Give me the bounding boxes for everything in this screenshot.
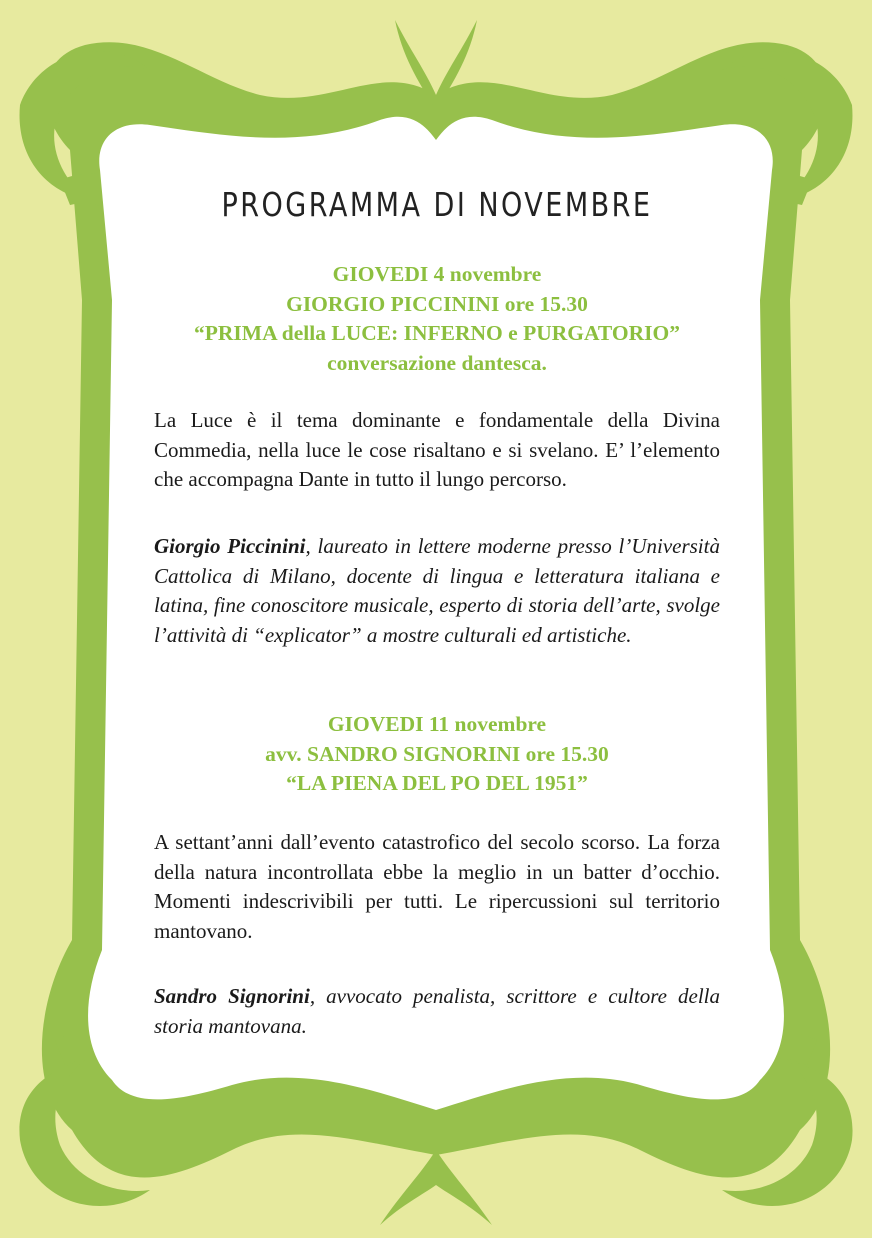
event-2-heading bbox=[114, 710, 760, 799]
event-2-speaker-time: avv. SANDRO SIGNORINI ore 15.30 bbox=[265, 741, 609, 766]
event-2-speaker-bio-text: , avvocato penalista, scrittore e cultore della storia mantovana. bbox=[154, 984, 720, 1038]
event-1-heading bbox=[114, 260, 760, 378]
event-2-title: “LA PIENA DEL PO DEL 1951” bbox=[286, 771, 588, 795]
event-1-speaker-bio-text: , laureato in lettere moderne presso l’Università Cattolica di Milano, docente di lingua e letteratura italiana e latina, fine conoscitore musicale, esperto di storia dell’arte, svolge l’attività di “explicator” a mostre culturali ed artistiche. bbox=[154, 534, 720, 648]
event-1-speaker-name: Giorgio Piccinini bbox=[154, 534, 306, 558]
event-1-subtitle: conversazione dantesca. bbox=[327, 350, 547, 375]
event-1-description: La Luce è il tema dominante e fondamentale della Divina Commedia, nella luce le cose risaltano e si svelano. E’ l’elemento che accompagna Dante in tutto il lungo percorso. bbox=[154, 408, 720, 492]
event-2-speaker-name: Sandro Signorini bbox=[154, 984, 310, 1008]
event-2-description: A settant’anni dall’evento catastrofico del secolo scorso. La forza della natura incontrollata ebbe la meglio in un batter d’occhio. Momenti indescrivibili per tutti. Le ripercussioni sul territorio mantovano. bbox=[154, 830, 720, 944]
event-2-date: GIOVEDI 11 novembre bbox=[327, 712, 547, 736]
event-1-speaker-bio bbox=[154, 532, 720, 651]
event-1-date: GIOVEDI 4 novembre bbox=[332, 262, 542, 286]
page-title: PROGRAMMA DI NOVEMBRE bbox=[221, 185, 653, 224]
event-2-speaker-bio bbox=[154, 982, 720, 1041]
event-1-speaker-time: GIORGIO PICCININI ore 15.30 bbox=[286, 291, 588, 316]
event-1-title: “PRIMA della LUCE: INFERNO e PURGATORIO” bbox=[194, 321, 680, 345]
